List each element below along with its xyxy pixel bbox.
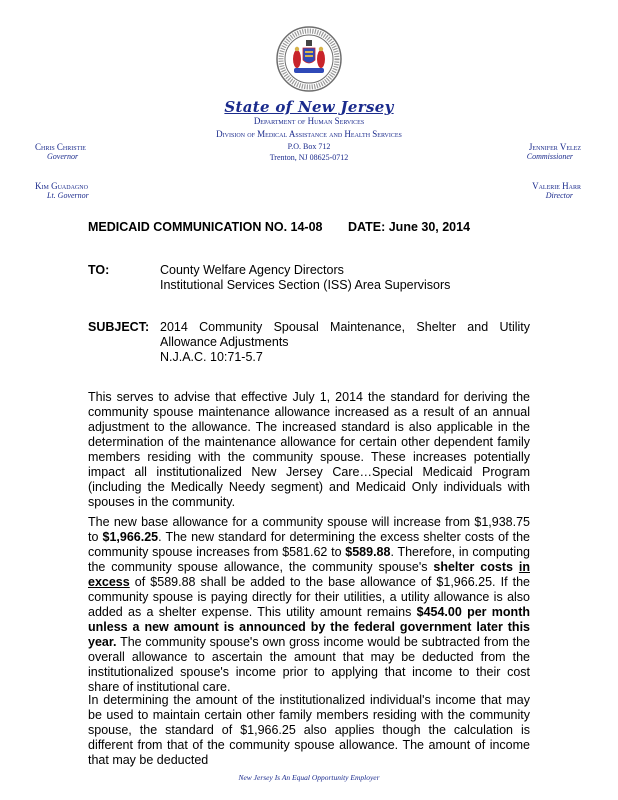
subject-label: SUBJECT:: [88, 320, 150, 334]
city-zip: Trenton, NJ 08625-0712: [269, 153, 349, 162]
recipient-line: County Welfare Agency Directors: [160, 263, 344, 277]
to-label: TO:: [88, 263, 110, 277]
lt-governor-block: [35, 181, 89, 201]
commissioner-title: Commissioner: [526, 152, 573, 161]
paragraph-allowance: The new base allowance for a community spouse will increase from $1,938.75 to $1,966.25. The new standard for determining the excess shelter costs of the community spouse increases from $581.62 to $589.88. Therefore, in computing the community spouse allowance, the community spouse's shelter costs in excess of $589.88 shall be added to the base allowance of $1,966.25. If the community spouse is paying directly for their utilities, a utility allowance is also added as a shelter expense. This utility amount remains $454.00 per month unless a new amount is announced by the federal government later this year. The community spouse's own gross income would be subtracted from the overall allowance to ascertain the amount that may be deducted from the institutionalized spouse's income prior to applying that income to their cost share of institutional care.: [88, 515, 530, 694]
lt-governor-title: Lt. Governor: [47, 191, 89, 200]
to-recipients: [160, 263, 450, 293]
subject-text: [160, 320, 530, 365]
recipient-line: Institutional Services Section (ISS) Area Supervisors: [160, 278, 451, 292]
commissioner-name: Jennifer Velez: [528, 142, 581, 152]
paragraph-family-members: In determining the amount of the institutionalized individual's income that may be used to maintain certain other family members residing with the community spouse, the standard of $1,966.25 also applies though the calculation is different from that of the community spouse allowance. The amount of income that may be deducted: [88, 693, 530, 767]
director-name: Valerie Harr: [532, 181, 581, 191]
state-seal-image: [276, 26, 342, 92]
subject-line: Allowance Adjustments: [160, 335, 289, 349]
division-name: Division of Medical Assistance and Health Services: [216, 129, 402, 139]
state-title: State of New Jersey: [224, 98, 394, 116]
memo-date: DATE: June 30, 2014: [348, 220, 471, 234]
po-box: P.O. Box 712: [287, 142, 331, 151]
commissioner-block: [527, 142, 581, 162]
director-block: [532, 181, 581, 201]
department-name: Department of Human Services: [253, 116, 365, 126]
footer-eoe: New Jersey Is An Equal Opportunity Employer: [238, 773, 380, 782]
lt-governor-name: Kim Guadagno: [35, 181, 88, 191]
governor-name: Chris Christie: [35, 142, 86, 152]
memo-number: MEDICAID COMMUNICATION NO. 14-08: [88, 220, 323, 234]
subject-line: 2014 Community Spousal Maintenance, Shelter and Utility: [160, 320, 530, 334]
memo-header: [88, 220, 471, 234]
paragraph-intro: This serves to advise that effective July 1, 2014 the standard for deriving the community spouse maintenance allowance increased as a result of an annual adjustment to the allowance. The increased standard is also applicable in the determination of the maintenance allowance for certain other dependent family members residing with the community spouse. These increases potentially impact all institutionalized New Jersey Care…Special Medicaid Program (including the Medically Needy segment) and Medicaid Only individuals with spouses in the community.: [88, 390, 530, 509]
governor-block: [35, 142, 86, 162]
governor-title: Governor: [47, 152, 79, 161]
director-title: Director: [545, 191, 573, 200]
subject-line: N.J.A.C. 10:71-5.7: [160, 350, 263, 364]
